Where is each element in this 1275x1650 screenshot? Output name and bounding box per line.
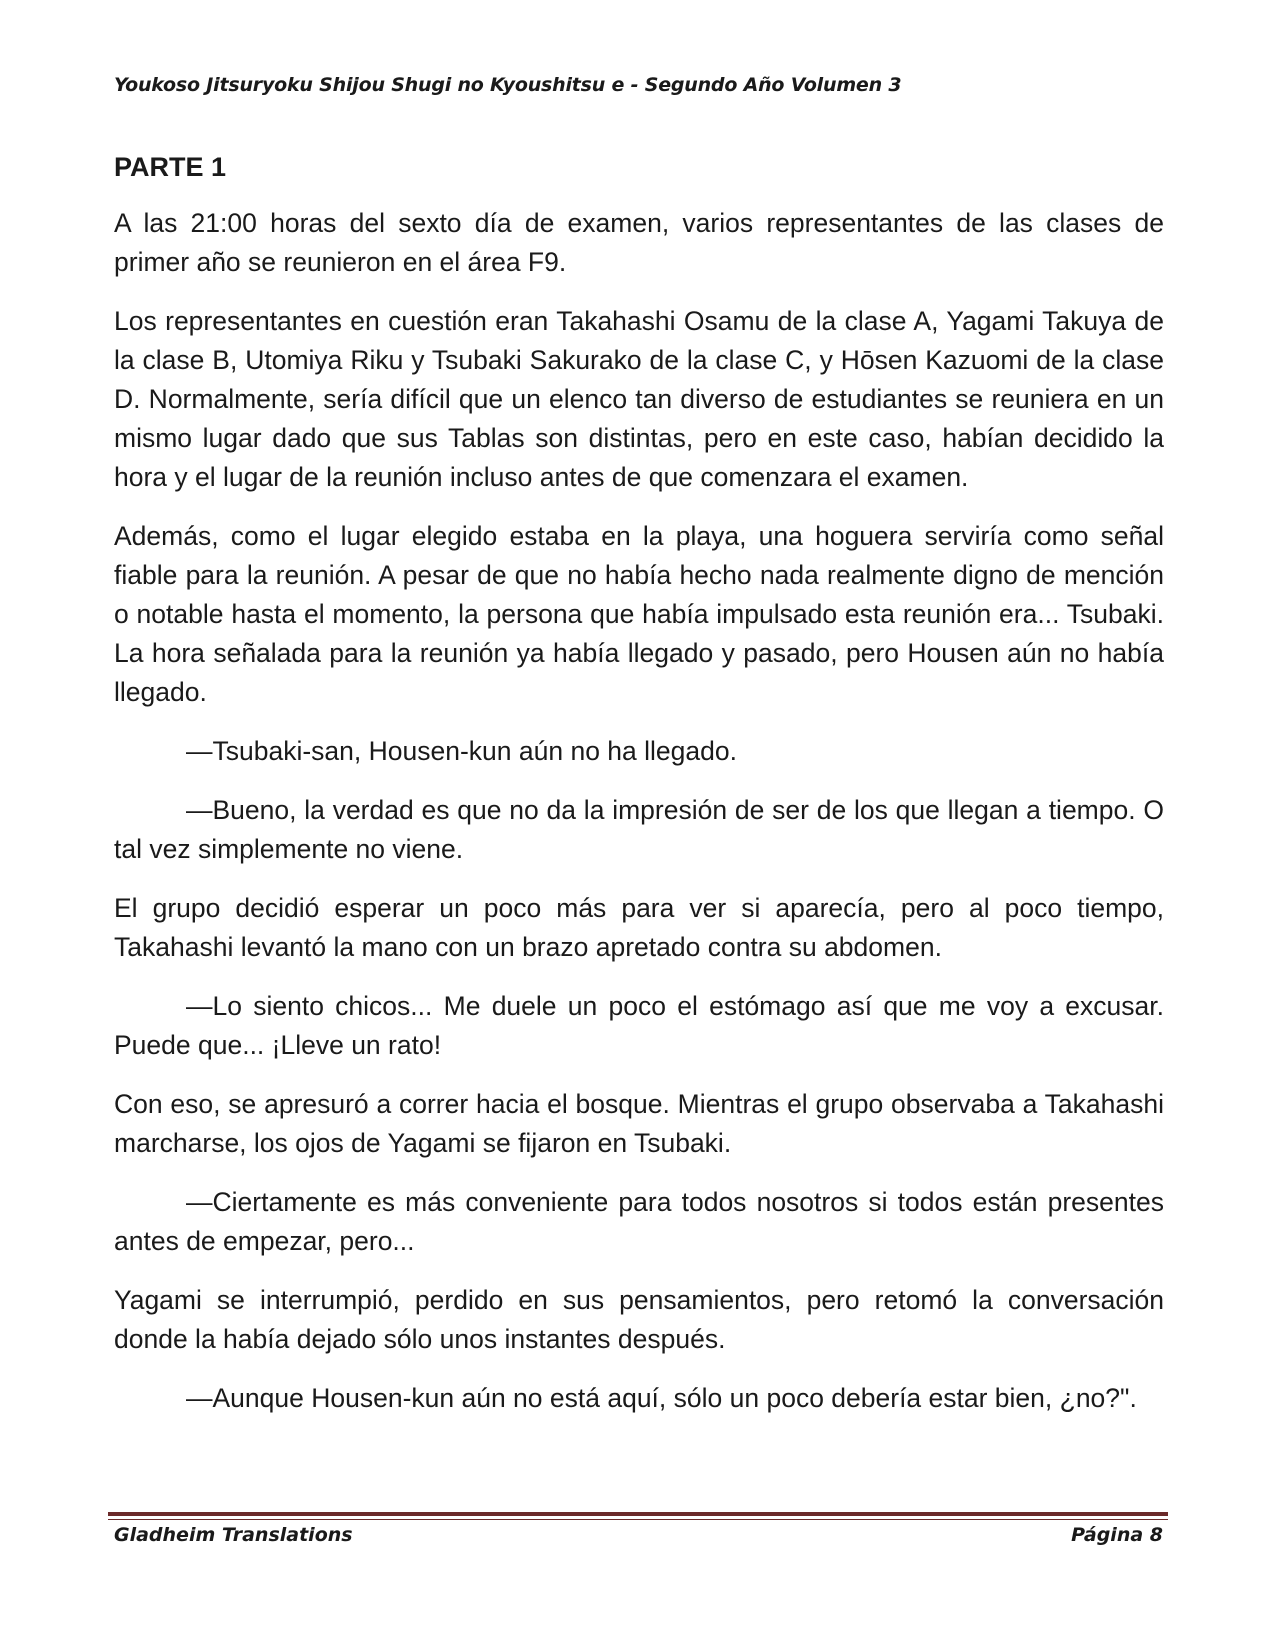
footer-divider-thin	[108, 1519, 1168, 1520]
paragraph: A las 21:00 horas del sexto día de examen, varios representantes de las clases de primer año se reunieron en el área F9.	[114, 208, 1164, 277]
dialogue-line: —Ciertamente es más conveniente para todos nosotros si todos están presentes antes de empezar, pero...	[114, 1187, 1164, 1256]
dialogue-line: —Aunque Housen-kun aún no está aquí, sólo un poco debería estar bien, ¿no?".	[186, 1383, 1137, 1413]
footer-page-number: Página 8	[1071, 1524, 1163, 1546]
paragraph: Con eso, se apresuró a correr hacia el bosque. Mientras el grupo observaba a Takahashi marcharse, los ojos de Yagami se fijaron en Tsubaki.	[114, 1089, 1164, 1158]
section-heading: PARTE 1	[114, 152, 227, 182]
dialogue-line: —Lo siento chicos... Me duele un poco el estómago así que me voy a excusar. Puede que... ¡Lleve un rato!	[114, 991, 1164, 1060]
footer-publisher: Gladheim Translations	[114, 1524, 353, 1546]
paragraph: Yagami se interrumpió, perdido en sus pensamientos, pero retomó la conversación donde la había dejado sólo unos instantes después.	[114, 1285, 1164, 1354]
page-body	[114, 150, 1164, 1438]
dialogue-line: —Bueno, la verdad es que no da la impresión de ser de los que llegan a tiempo. O tal vez simplemente no viene.	[114, 795, 1164, 864]
paragraph: Los representantes en cuestión eran Takahashi Osamu de la clase A, Yagami Takuya de la clase B, Utomiya Riku y Tsubaki Sakurako de la clase C, y Hōsen Kazuomi de la clase D. Normalmente, sería difícil que un elenco tan diverso de estudiantes se reuniera en un mismo lugar dado que sus Tablas son distintas, pero en este caso, habían decidido la hora y el lugar de la reunión incluso antes de que comenzara el examen.	[114, 306, 1164, 492]
dialogue-line: —Tsubaki-san, Housen-kun aún no ha llegado.	[186, 736, 737, 766]
paragraph: El grupo decidió esperar un poco más para ver si aparecía, pero al poco tiempo, Takahashi levantó la mano con un brazo apretado contra su abdomen.	[114, 893, 1164, 962]
running-header-title: Youkoso Jitsuryoku Shijou Shugi no Kyoushitsu e - Segundo Año Volumen 3	[114, 74, 902, 96]
footer-divider	[108, 1512, 1168, 1516]
paragraph: Además, como el lugar elegido estaba en la playa, una hoguera serviría como señal fiable para la reunión. A pesar de que no había hecho nada realmente digno de mención o notable hasta el momento, la persona que había impulsado esta reunión era... Tsubaki. La hora señalada para la reunión ya había llegado y pasado, pero Housen aún no había llegado.	[114, 521, 1164, 707]
